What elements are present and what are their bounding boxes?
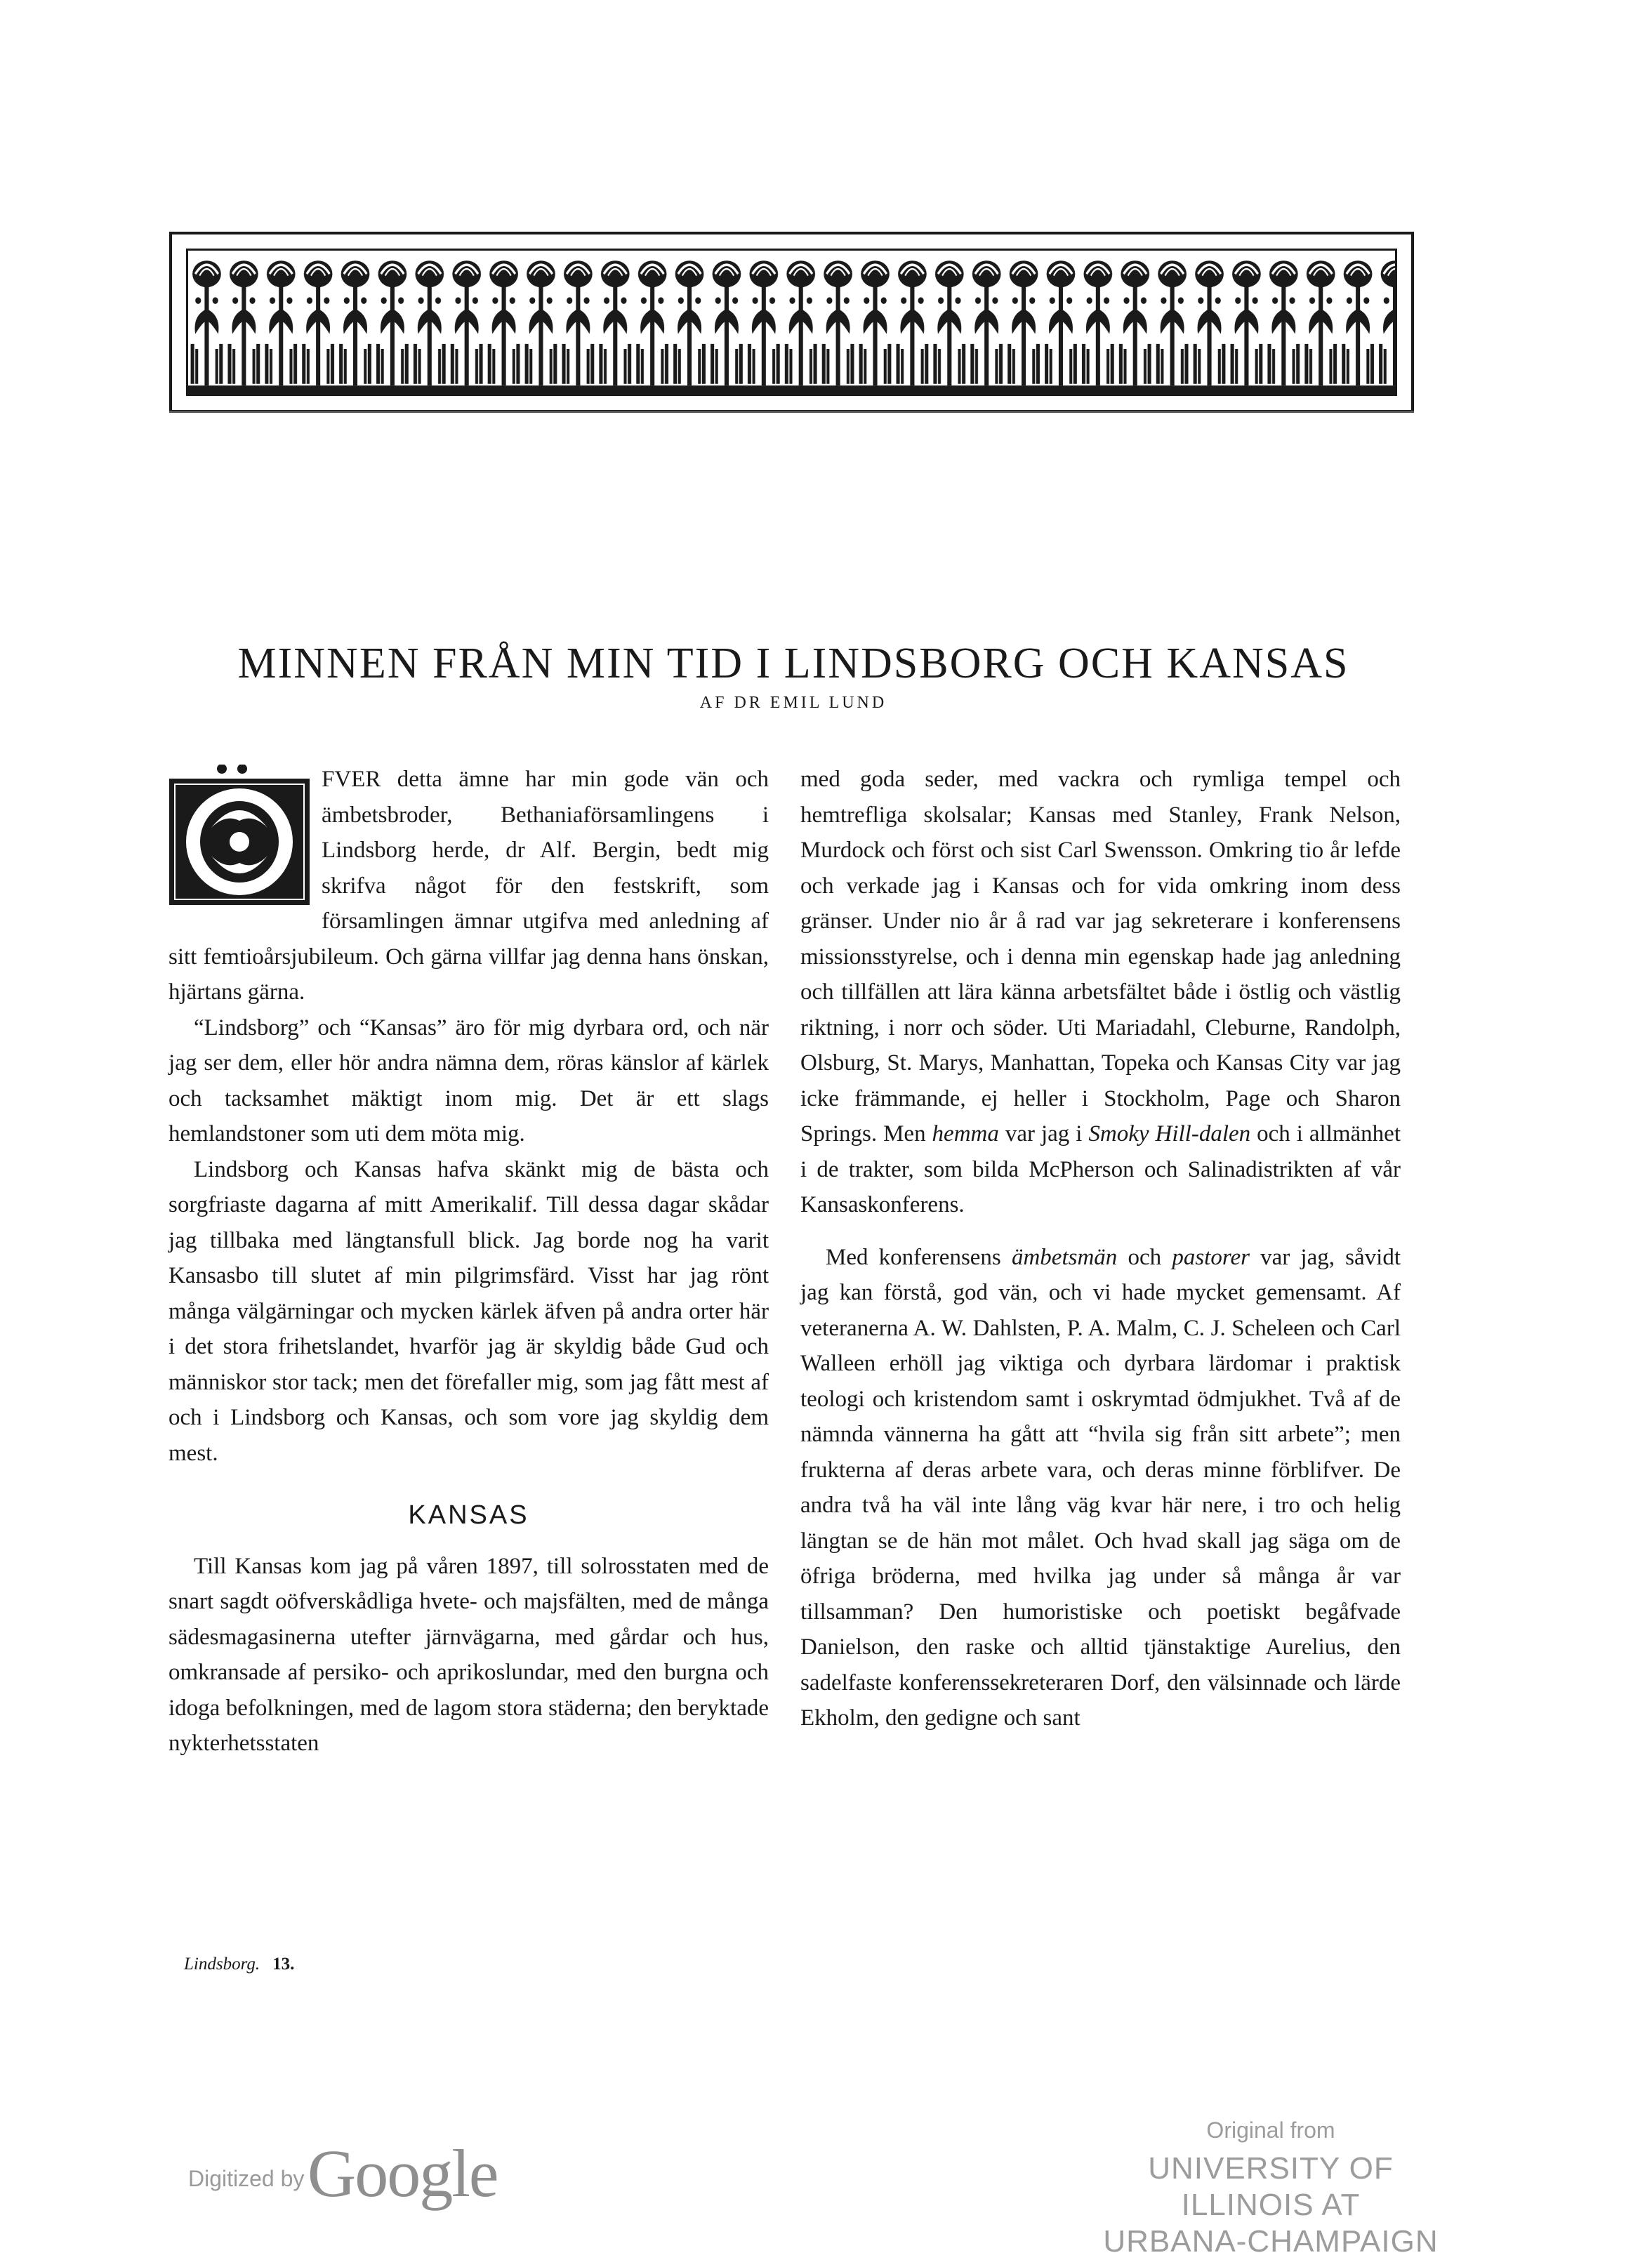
paragraph-kansas-arrival: Till Kansas kom jag på våren 1897, till solrosstaten med de snart sagdt oöfverskådliga hvete- och majsfälten, med de många sädesmagasinerna utefter järnvägarna, med gårdar och hus, omkransade af persiko- och aprikoslundar, med den burgna och idoga befolkningen, med de lagom stora städerna; den beryktade nykterhetsstaten: [168, 1553, 769, 1756]
university-line-1: UNIVERSITY OF ILLINOIS AT: [1148, 2151, 1394, 2222]
page-title: MINNEN FRÅN MIN TID I LINDSBORG OCH KANSAS: [237, 639, 1349, 687]
paragraph-amerikalif: Lindsborg och Kansas hafva skänkt mig de bästa och sorgfriaste dagarna af mitt Amerikalif. Till dessa dagar skådar jag tillbaka med längtansfull blick. Jag borde nog ha varit Kansasbo till slutet af min pilgrimsfärd. Visst har jag rönt många välgärningar och mycken kärlek äfven på andra orter här i det stora frihetslandet, hvarför jag är skyldig både Gud och människor stor tack; men det förefaller mig, som jag fått mest af och i Lindsborg och Kansas, och som vore jag skyldig dem mest.: [168, 1156, 769, 1466]
text-run: och: [1117, 1244, 1172, 1270]
italic-text: Smoky Hill-dalen: [1088, 1121, 1251, 1146]
text-run: Med konferensens: [826, 1244, 1012, 1270]
paragraph-intro-text: FVER detta ämne har min gode vän och ämbetsbroder, Bethaniaförsamlingens i Lindsborg herde, dr Alf. Bergin, bedt mig skrifva något för den festskrift, som församlingen ämnar utgifva med anledning af sitt femtioårsjubileum. Och gärna villfar jag denna hans önskan, hjärtans gärna.: [168, 767, 769, 1005]
italic-text: hemma: [932, 1121, 999, 1146]
text-run: var jag, såvidt jag kan förstå, god vän, och vi hade mycket gemensamt. Af veteranerna A. W. Dahlsten, P. A. Malm, C. J. Scheleen och Carl Walleen erhöll jag viktiga och dyrbara lärdomar i praktisk teologi och kristendom samt i oskrymtad ödmjukhet. Två af de nämnda vännerna ha gått att “hvila sig från sitt arbete”; men frukterna af deras arbete vara, och deras minne förblifver. De andra två ha väl inte lång väg kvar här nere, i tro och helig längtan se de hän mot målet. Och hvad skall jag säga om de öfriga bröderna, med hvilka jag under så många år var tillsamman? Den humoristiske och poetiskt begåfvade Danielson, den raske och alltid tjänstaktige Aurelius, den sadelfaste konferenssekreteraren Dorf, den välsinnade och lärde Ekholm, den gedigne och sant: [800, 1244, 1401, 1731]
header-rule: [169, 411, 1414, 413]
digitized-by-google: [188, 2134, 497, 2212]
text-run: och i allmänhet i de trakter, som bilda McPherson och Salinadistrikten af vår Kansaskonferens.: [800, 1121, 1401, 1217]
paragraph-konferens: [800, 1240, 1401, 1736]
paragraph-intro: [168, 762, 769, 1010]
original-from-credit: [1081, 2117, 1460, 2260]
paragraph-kansas-continued: [800, 762, 1401, 1223]
floral-ornament-icon: [188, 251, 1395, 394]
google-logo-icon: Google: [307, 2136, 498, 2211]
italic-text: pastorer: [1172, 1244, 1250, 1270]
right-column: [800, 762, 1401, 1736]
footer-signature: [184, 1955, 294, 1974]
paragraph-lindsborg-kansas: “Lindsborg” och “Kansas” äro för mig dyrbara ord, och när jag ser dem, eller hör andra nämna dem, röras känslor af kärlek och tacksamhet mäktigt inom mig. Det är ett slags hemlandstoner som uti dem möta mig.: [168, 1015, 769, 1146]
side-watermark: [0, 934, 28, 2198]
original-from-text: Original from: [1206, 2117, 1335, 2143]
italic-text: ämbetsmän: [1011, 1244, 1118, 1270]
digitized-by-text: Digitized by: [188, 2166, 305, 2191]
section-heading-kansas: KANSAS: [408, 1500, 529, 1530]
university-line-2: URBANA-CHAMPAIGN: [1103, 2224, 1439, 2259]
text-run: var jag i: [998, 1121, 1089, 1146]
ornamental-initial-o-icon: [168, 765, 310, 905]
author-byline: AF DR EMIL LUND: [699, 694, 887, 712]
ornamental-border-band: [186, 249, 1397, 396]
left-column: [168, 762, 769, 1762]
signature-text: Lindsborg.: [184, 1955, 260, 1974]
text-run: med goda seder, med vackra och rymliga tempel och hemtrefliga skolsalar; Kansas med Stanley, Frank Nelson, Murdock och först och sist Carl Swensson. Omkring tio år lefde och verkade jag i Kansas och for vida omkring inom dess gränser. Under nio år å rad var jag sekreterare i konferensens missionsstyrelse, och i denna min egenskap hade jag anledning och tillfällen att lära känna arbetsfältet både i östlig och västlig riktning, i norr och söder. Uti Mariadahl, Cleburne, Randolph, Olsburg, St. Marys, Manhattan, Topeka och Kansas City var jag icke främmande, ej heller i Stockholm, Page och Sharon Springs. Men: [800, 767, 1401, 1146]
ornamental-header-frame: [169, 232, 1414, 413]
signature-number: 13.: [272, 1955, 295, 1974]
